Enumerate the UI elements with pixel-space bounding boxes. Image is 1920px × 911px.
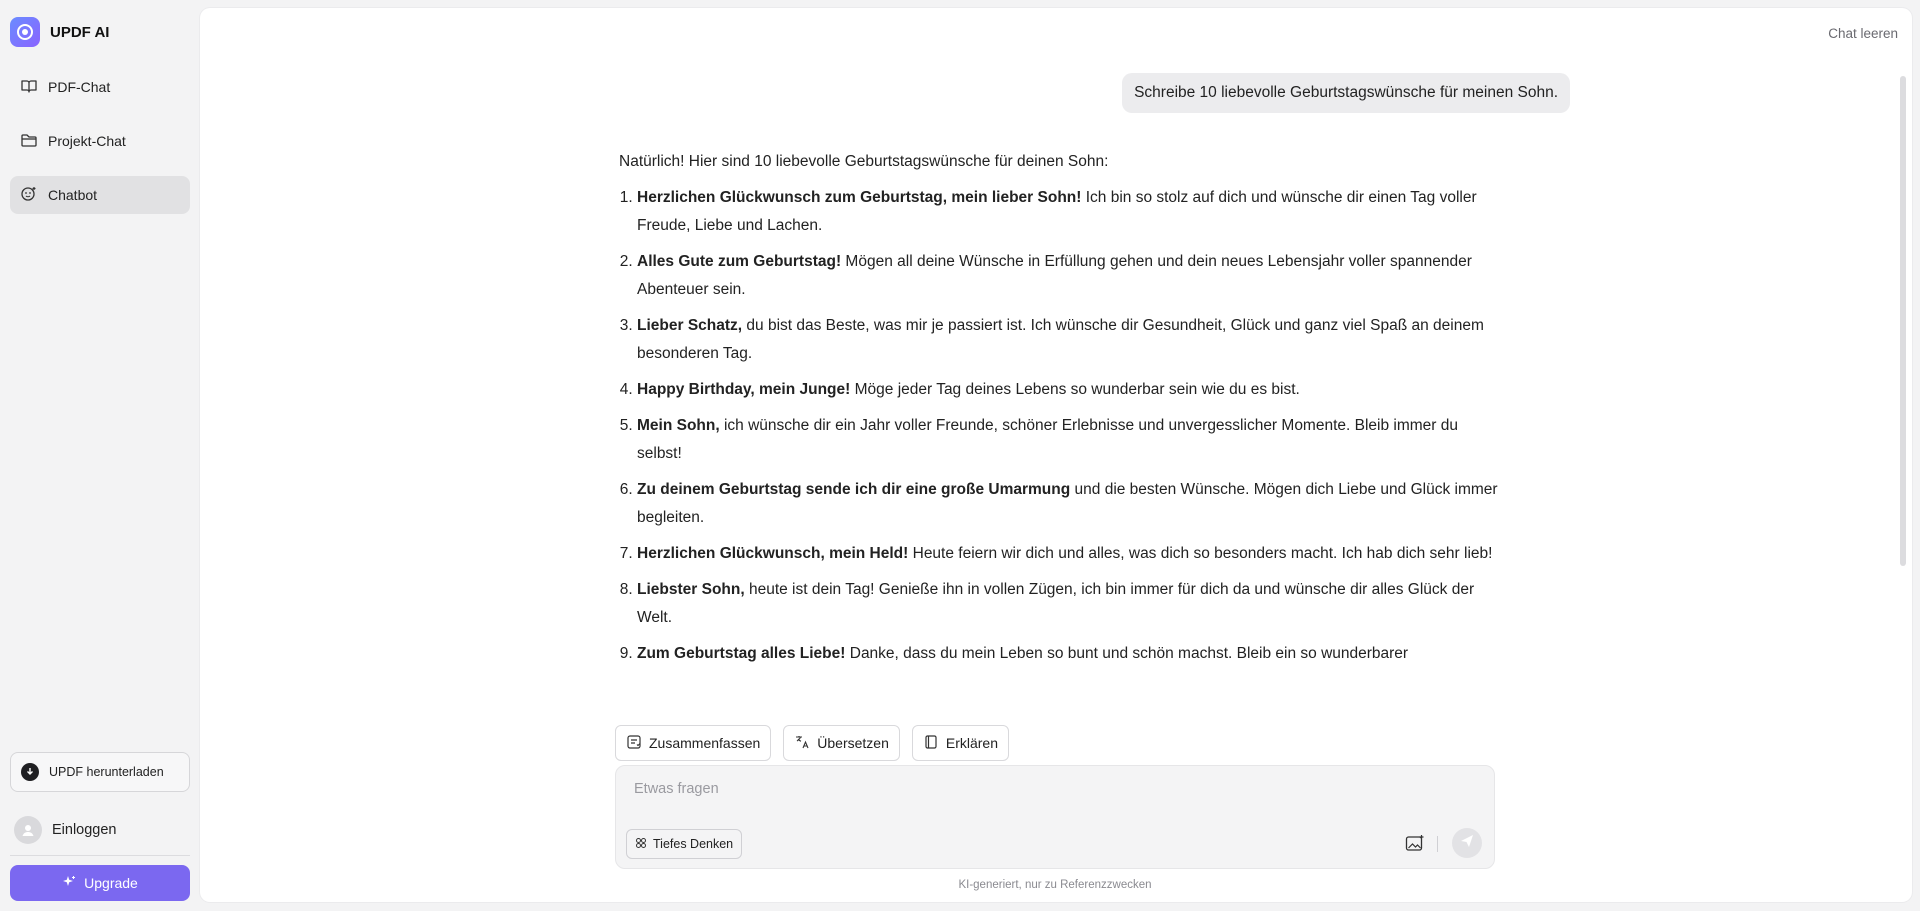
login-button[interactable] — [14, 816, 117, 844]
sidebar-item-label: PDF-Chat — [48, 79, 111, 95]
explain-button[interactable] — [912, 725, 1009, 761]
updf-logo-icon — [10, 17, 40, 47]
send-button[interactable] — [1452, 828, 1482, 858]
upgrade-label: Upgrade — [84, 875, 138, 891]
summarize-button[interactable] — [615, 725, 771, 761]
quick-actions — [615, 725, 1009, 761]
book-open-icon — [20, 77, 38, 98]
ai-disclaimer: KI-generiert, nur zu Referenzzwecken — [958, 879, 1152, 891]
brand[interactable] — [10, 17, 109, 47]
clear-chat-button[interactable]: Chat leeren — [1828, 26, 1898, 41]
avatar — [14, 816, 42, 844]
translate-label: Übersetzen — [817, 735, 889, 751]
list-item: 3. Lieber Schatz, du bist das Beste, was mir je passiert ist. Ich wünsche dir Gesundheit, Glück und ganz viel Spaß an deinem besonderen Tag. — [637, 312, 1499, 368]
upgrade-button[interactable] — [10, 865, 190, 901]
list-item: 6. Zu deinem Geburtstag sende ich dir eine große Umarmung und die besten Wünsche. Mögen dich Liebe und Glück immer begleiten. — [637, 476, 1499, 532]
scrollbar[interactable] — [1900, 76, 1906, 566]
list-item: 9. Zum Geburtstag alles Liebe! Danke, dass du mein Leben so bunt und schön machst. Bleib ein so wunderbarer — [637, 640, 1499, 668]
translate-button[interactable] — [783, 725, 900, 761]
download-label: UPDF herunterladen — [49, 765, 164, 779]
sidebar-item-label: Chatbot — [48, 187, 98, 203]
book-icon — [923, 734, 939, 753]
message-input[interactable] — [632, 780, 1436, 798]
login-label: Einloggen — [52, 822, 117, 838]
list-item: 8. Liebster Sohn, heute ist dein Tag! Genieße ihn in vollen Zügen, ich bin immer für dich da und wünsche dir alles Glück der Welt. — [637, 576, 1499, 632]
deep-think-icon — [635, 837, 647, 852]
wishes-list — [619, 184, 1499, 668]
summarize-icon — [626, 734, 642, 753]
user-message: Schreibe 10 liebevolle Geburtstagswünsche für meinen Sohn. — [1122, 73, 1570, 113]
deep-think-toggle[interactable] — [626, 829, 742, 859]
summarize-label: Zusammenfassen — [649, 735, 761, 751]
image-upload-icon[interactable] — [1404, 832, 1426, 854]
list-item: 4. Happy Birthday, mein Junge! Möge jeder Tag deines Lebens so wunderbar sein wie du es bist. — [637, 376, 1499, 404]
download-updf-button[interactable] — [10, 752, 190, 792]
app-name: UPDF AI — [50, 23, 110, 41]
deep-think-label: Tiefes Denken — [653, 837, 734, 851]
list-item: 5. Mein Sohn, ich wünsche dir ein Jahr voller Freunde, schöner Erlebnisse und unvergesslicher Momente. Bleib immer du selbst! — [637, 412, 1499, 468]
chatbot-icon — [20, 185, 38, 206]
list-item: 1. Herzlichen Glückwunsch zum Geburtstag, mein lieber Sohn! Ich bin so stolz auf dich und wünsche dir einen Tag voller Freude, Liebe und Lachen. — [637, 184, 1499, 240]
list-item: 7. Herzlichen Glückwunsch, mein Held! Heute feiern wir dich und alles, was dich so besonders macht. Ich hab dich sehr lieb! — [637, 540, 1499, 568]
send-icon — [1460, 834, 1474, 853]
sidebar-item-label: Projekt-Chat — [48, 133, 126, 149]
download-icon — [21, 763, 39, 781]
chat-panel — [200, 8, 1912, 902]
list-item: 2. Alles Gute zum Geburtstag! Mögen all deine Wünsche in Erfüllung gehen und dein neues Lebensjahr voller spannender Abenteuer sein. — [637, 248, 1499, 304]
sidebar-divider — [10, 855, 190, 856]
sidebar — [0, 0, 200, 911]
translate-icon — [794, 734, 810, 753]
explain-label: Erklären — [945, 735, 999, 751]
composer — [615, 765, 1495, 869]
folder-icon — [20, 131, 38, 152]
sidebar-item-projekt-chat[interactable] — [10, 122, 190, 160]
answer-intro: Natürlich! Hier sind 10 liebevolle Geburtstagswünsche für deinen Sohn: — [619, 153, 1109, 170]
sidebar-item-chatbot[interactable] — [10, 176, 190, 214]
assistant-answer — [619, 148, 1499, 703]
sidebar-item-pdf-chat[interactable] — [10, 68, 190, 106]
sparkle-icon — [62, 875, 76, 892]
composer-divider — [1437, 836, 1438, 852]
